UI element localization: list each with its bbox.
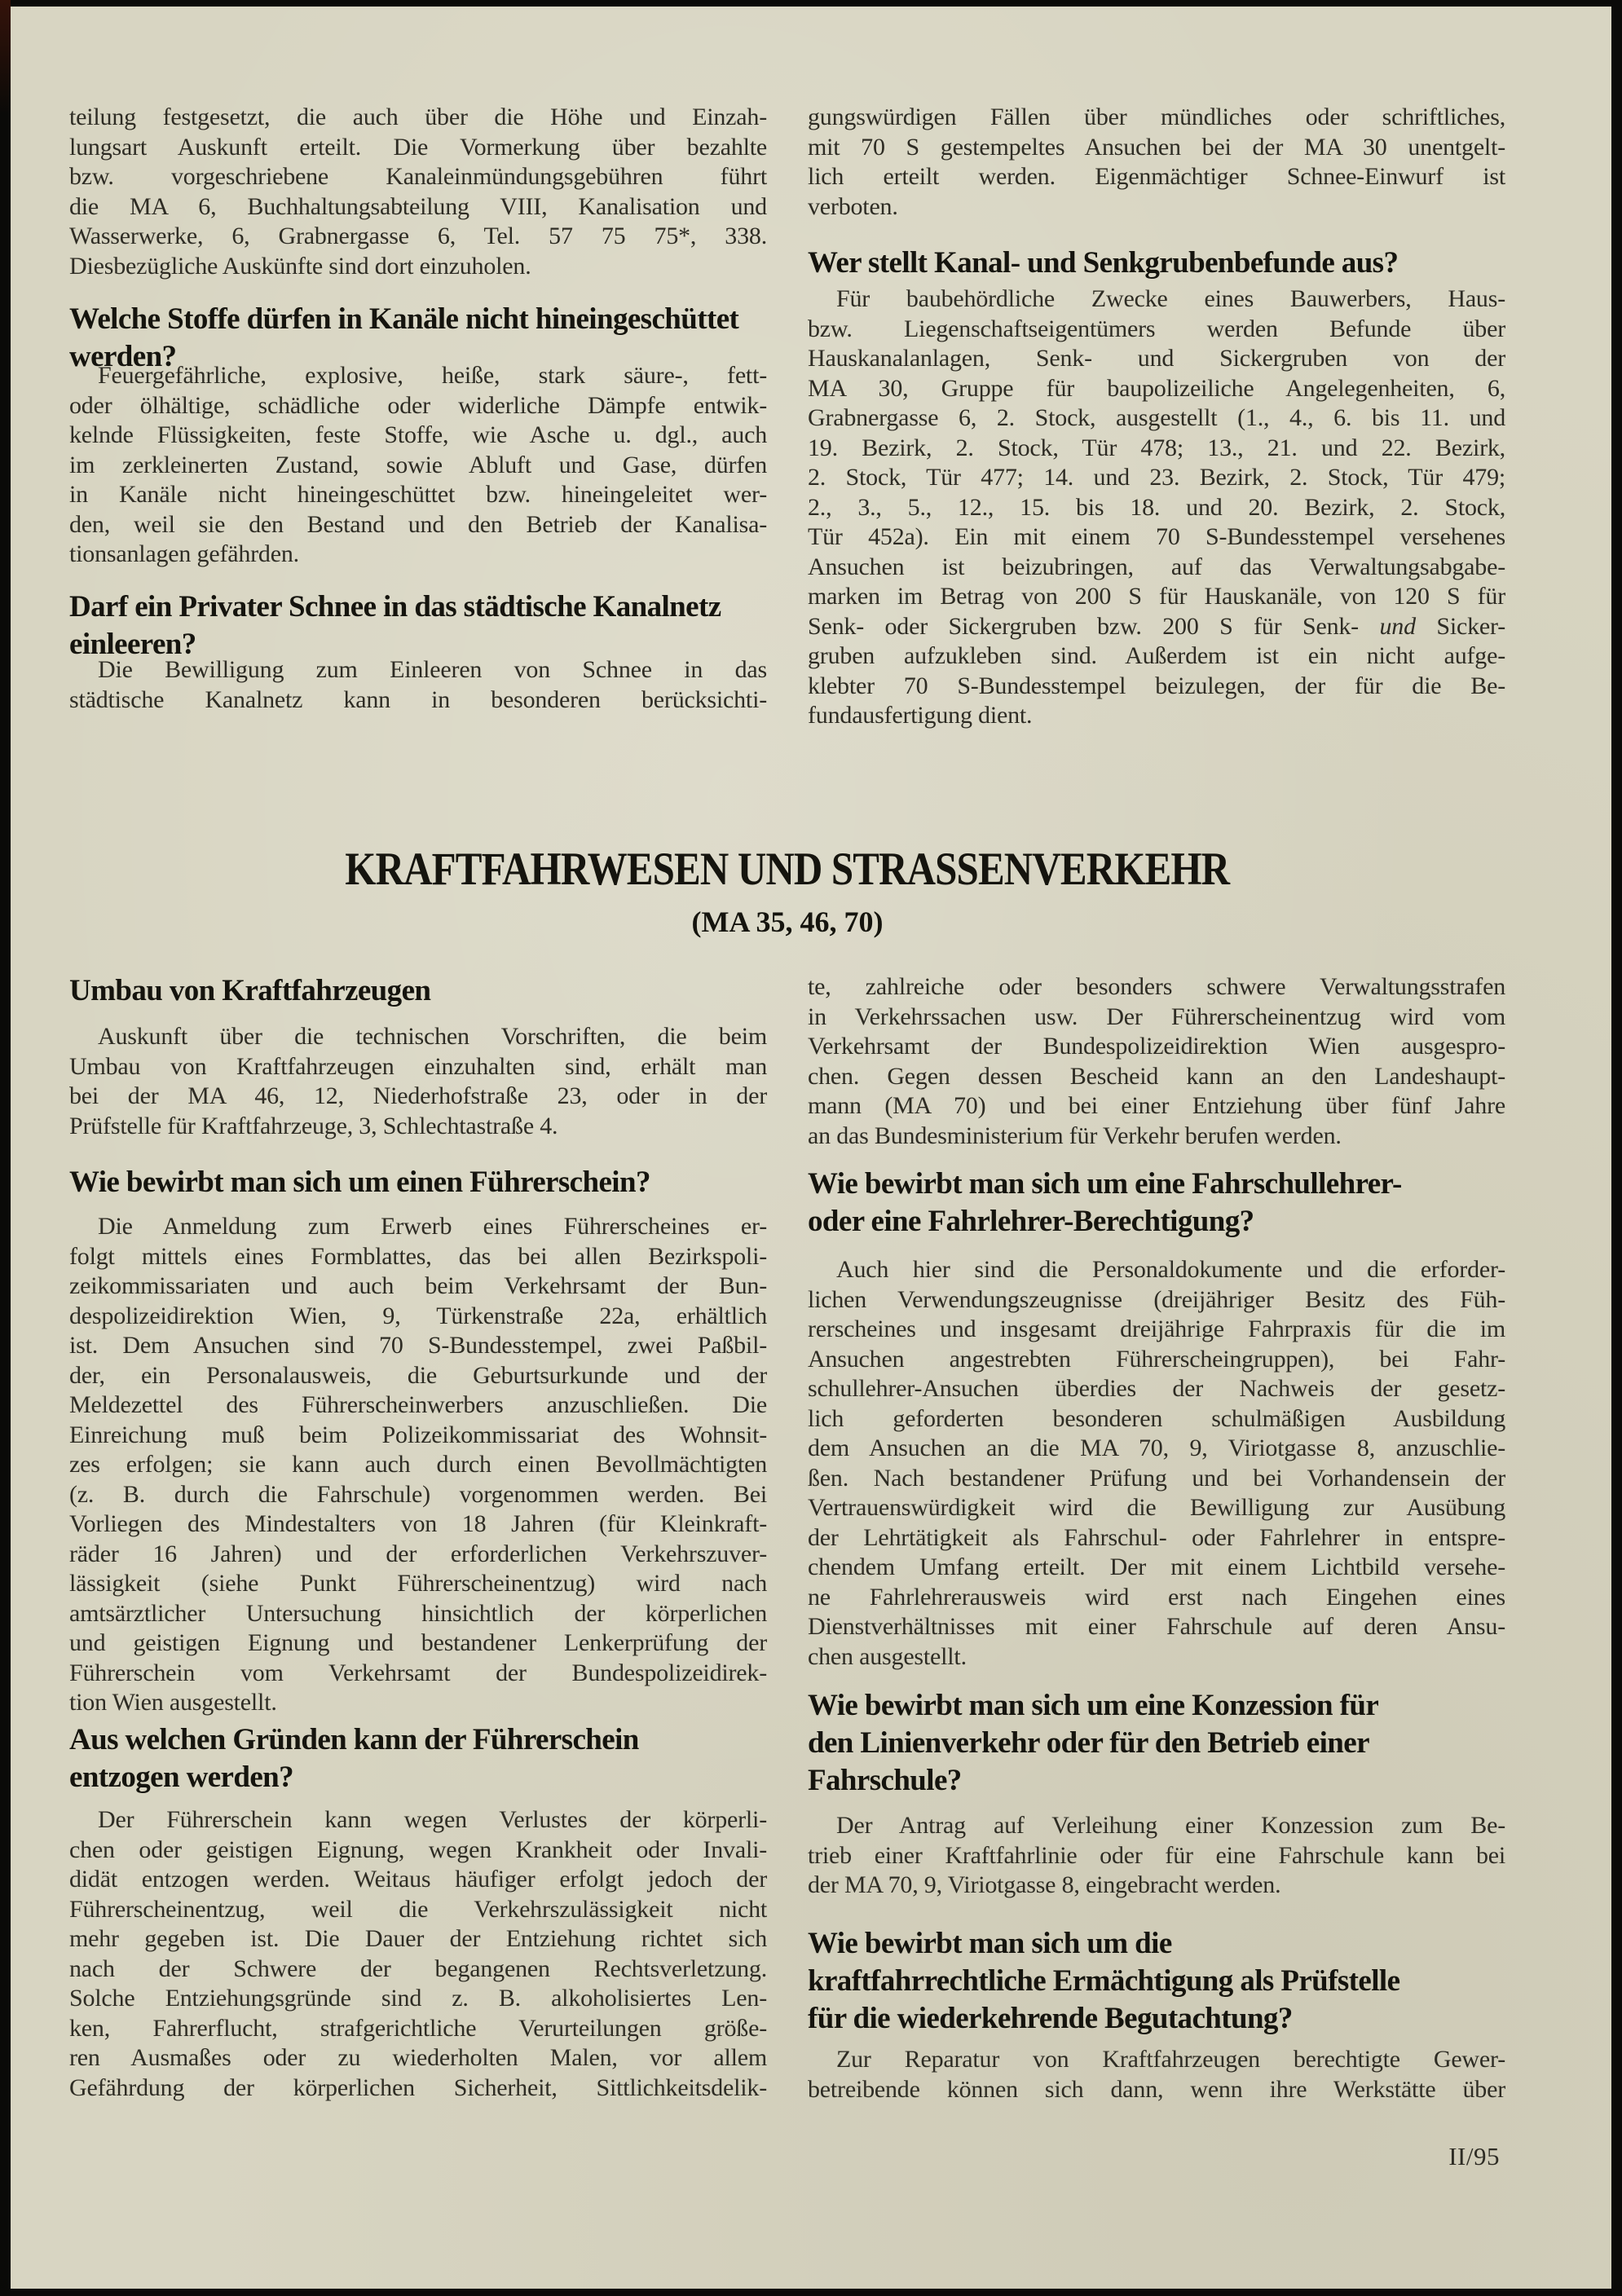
text-line: rerscheines und insgesamt dreijährige Fahrpraxis für die im [808, 1315, 1505, 1342]
text-line: Prüfstelle für Kraftfahrzeuge, 3, Schlechtastraße 4. [69, 1112, 558, 1139]
text-line: in Verkehrssachen usw. Der Führerscheinentzug wird vom [808, 1003, 1505, 1030]
text-line: tionsanlagen gefährden. [69, 540, 299, 567]
text-line: lichen Verwendungszeugnisse (dreijähriger Besitz des Füh- [808, 1285, 1505, 1313]
left-column [69, 0, 767, 2296]
text-line: ren Ausmaßes oder zu wiederholten Malen, vor allem [69, 2044, 767, 2071]
text-line: einleeren? [69, 628, 196, 661]
text-line: ne Fahrlehrerausweis wird erst nach Eingehen eines [808, 1583, 1505, 1611]
text-line: Gefährdung der körperlichen Sicherheit, Sittlichkeitsdelik- [69, 2073, 767, 2101]
section-heading [808, 245, 1505, 282]
text-line: Wer stellt Kanal- und Senkgrubenbefunde aus? [808, 246, 1399, 280]
text-line: der MA 70, 9, Viriotgasse 8, eingebracht werden. [808, 1871, 1281, 1898]
text-line: Diesbezügliche Auskünfte sind dort einzuholen. [69, 252, 531, 280]
text-line: Vorliegen des Mindestalters von 18 Jahren (für Kleinkraft- [69, 1510, 767, 1537]
text-line: te, zahlreiche oder besonders schwere Verwaltungsstrafen [808, 973, 1505, 1000]
text-line: oder eine Fahrlehrer-Berechtigung? [808, 1205, 1254, 1238]
text-line: Auskunft über die technischen Vorschriften, die beim [98, 1023, 767, 1050]
text-line: und geistigen Eignung und bestandener Lenkerprüfung der [69, 1629, 767, 1656]
text-line: Der Führerschein kann wegen Verlustes der körperli- [98, 1806, 767, 1833]
text-line: Tür 452a). Ein mit einem 70 S-Bundesstempel versehenes [808, 523, 1505, 550]
text-line: gungswürdigen Fällen über mündliches oder schriftliches, [808, 104, 1505, 130]
section-heading [69, 1164, 767, 1201]
text-line: Vertrauenswürdigkeit wird die Bewilligung zur Ausübung [808, 1494, 1505, 1521]
text-line: teilung festgesetzt, die auch über die Höhe und Einzah- [69, 104, 767, 130]
text-line: Wie bewirbt man sich um eine Fahrschullehrer- [808, 1167, 1402, 1201]
text-line: Ansuchen angestrebten Führerscheingruppen), bei Fahr- [808, 1345, 1505, 1373]
text-line: Wasserwerke, 6, Grabnergasse 6, Tel. 57 75 75*, 338. [69, 223, 767, 249]
body-paragraph [808, 284, 1505, 731]
body-paragraph [808, 1255, 1505, 1672]
body-paragraph [69, 103, 767, 281]
text-line: Dienstverhältnisses mit einer Fahrschule auf deren Ansu- [808, 1613, 1505, 1640]
section-heading [808, 1925, 1505, 2038]
text-line: Die Bewilligung zum Einleeren von Schnee in das [98, 656, 767, 683]
text-line: Aus welchen Gründen kann der Führerschein [69, 1723, 639, 1756]
page-number: II/95 [1448, 2142, 1500, 2170]
text-line: Solche Entziehungsgründe sind z. B. alkoholisiertes Len- [69, 1985, 767, 2012]
text-line: 2., 3., 5., 12., 15. bis 18. und 20. Bezirk, 2. Stock, [808, 493, 1505, 521]
section-heading [69, 588, 767, 663]
body-paragraph [69, 361, 767, 570]
section-heading [808, 1687, 1505, 1800]
text-line: amtsärztlicher Untersuchung hinsichtlich der körperlichen [69, 1599, 767, 1627]
text-line: Einreichung muß beim Polizeikommissariat des Wohnsit- [69, 1421, 767, 1448]
text-line: in Kanäle nicht hineingeschüttet bzw. hineingeleitet wer- [69, 481, 767, 508]
section-heading [69, 972, 767, 1010]
text-line: bzw. vorgeschriebene Kanaleinmündungsgebühren führt [69, 163, 767, 190]
text-line: zes erfolgen; sie kann auch durch einen Bevollmächtigten [69, 1451, 767, 1478]
text-line: an das Bundesministerium für Verkehr berufen werden. [808, 1122, 1342, 1149]
scan-border-right [1611, 0, 1622, 2296]
text-line: Hauskanalanlagen, Senk- und Sickergruben von der [808, 345, 1505, 372]
text-line: Meldezettel des Führerscheinwerbers anzuschließen. Die [69, 1391, 767, 1418]
text-line: Welche Stoffe dürfen in Kanäle nicht hineingeschüttet [69, 302, 739, 336]
text-line: städtische Kanalnetz kann in besonderen berücksichti- [69, 685, 767, 713]
section-heading [69, 1721, 767, 1796]
text-line: Wie bewirbt man sich um eine Konzession für [808, 1689, 1379, 1722]
text-line: trieb einer Kraftfahrlinie oder für eine Fahrschule kann bei [808, 1841, 1505, 1869]
text-line: despolizeidirektion Wien, 9, Türkenstraße 22a, erhältlich [69, 1302, 767, 1329]
text-line: Wie bewirbt man sich um einen Führerschein? [69, 1166, 650, 1199]
text-line: folgt mittels eines Formblattes, das bei allen Bezirkspoli- [69, 1242, 767, 1270]
text-line: chen oder geistigen Eignung, wegen Krankheit oder Invali- [69, 1835, 767, 1863]
text-line: bei der MA 46, 12, Niederhofstraße 23, oder in der [69, 1082, 767, 1109]
text-line: (z. B. durch die Fahrschule) vorgenommen werden. Bei [69, 1480, 767, 1508]
text-line: Zur Reparatur von Kraftfahrzeugen berechtigte Gewer- [836, 2046, 1505, 2073]
text-line: schullehrer-Ansuchen überdies der Nachweis der gesetz- [808, 1375, 1505, 1402]
text-line: Führerscheinentzug, weil die Verkehrszulässigkeit nicht [69, 1895, 767, 1923]
text-line: zeikommissariaten und auch beim Verkehrsamt der Bun- [69, 1272, 767, 1299]
text-line: gruben aufzukleben sind. Außerdem ist ein nicht aufge- [808, 642, 1505, 669]
text-line: mit 70 S gestempeltes Ansuchen bei der MA 30 unentgelt- [808, 133, 1505, 161]
text-line: Umbau von Kraftfahrzeugen einzuhalten sind, erhält man [69, 1052, 767, 1080]
text-line: lich erteilt werden. Eigenmächtiger Schnee-Einwurf ist [808, 163, 1505, 190]
text-line: Für baubehördliche Zwecke eines Bauwerbers, Haus- [836, 285, 1505, 312]
text-line: bzw. Liegenschaftseigentümers werden Befunde über [808, 315, 1505, 342]
text-line: den, weil sie den Bestand und den Betrieb der Kanalisa- [69, 510, 767, 538]
body-paragraph [69, 655, 767, 715]
body-paragraph [808, 1811, 1505, 1901]
text-line: kraftfahrrechtliche Ermächtigung als Prüfstelle [808, 1964, 1400, 1998]
text-line: Verkehrsamt der Bundespolizeidirektion Wien ausgespro- [808, 1033, 1505, 1060]
text-line: Feuergefährliche, explosive, heiße, stark säure-, fett- [98, 362, 767, 389]
text-line: ßen. Nach bestandener Prüfung und bei Vorhandensein der [808, 1464, 1505, 1492]
text-line: Auch hier sind die Personaldokumente und die erforder- [836, 1256, 1505, 1283]
text-line: werden? [69, 340, 177, 373]
text-line: der Lehrtätigkeit als Fahrschul- oder Fahrlehrer in entspre- [808, 1523, 1505, 1551]
body-paragraph [69, 1022, 767, 1141]
text-line: betreibende können sich dann, wenn ihre Werkstätte über [808, 2075, 1505, 2103]
text-line: kelnde Flüssigkeiten, feste Stoffe, wie Asche u. dgl., auch [69, 421, 767, 448]
text-line: ken, Fahrerflucht, strafgerichtliche Verurteilungen größe- [69, 2014, 767, 2042]
body-paragraph [808, 103, 1505, 222]
text-line: die MA 6, Buchhaltungsabteilung VIII, Kanalisation und [69, 192, 767, 220]
text-line: räder 16 Jahren) und der erforderlichen Verkehrszuver- [69, 1540, 767, 1567]
text-line: für die wiederkehrende Begutachtung? [808, 2002, 1293, 2035]
text-line: fundausfertigung dient. [808, 702, 1033, 729]
chapter-title: KRAFTFAHRWESEN UND STRASSENVERKEHR [345, 844, 1230, 895]
chapter-title-wrap [69, 843, 1505, 896]
text-line: chen ausgestellt. [808, 1642, 967, 1670]
text-line: Der Antrag auf Verleihung einer Konzession zum Be- [836, 1812, 1505, 1839]
text-line: lich geforderten besonderen schulmäßigen Ausbildung [808, 1404, 1505, 1432]
text-line: oder ölhältige, schädliche oder widerliche Dämpfe entwik- [69, 391, 767, 419]
text-line: lässigkeit (siehe Punkt Führerscheinentzug) wird nach [69, 1570, 767, 1597]
text-line: ist. Dem Ansuchen sind 70 S-Bundesstempel, zwei Paßbil- [69, 1332, 767, 1359]
text-line: 2. Stock, Tür 477; 14. und 23. Bezirk, 2. Stock, Tür 479; [808, 464, 1505, 491]
text-line: chen. Gegen dessen Bescheid kann an den Landeshaupt- [808, 1062, 1505, 1090]
text-line: MA 30, Gruppe für baupolizeiliche Angelegenheiten, 6, [808, 374, 1505, 402]
body-paragraph [808, 2045, 1505, 2104]
text-line: Führerschein vom Verkehrsamt der Bundespolizeidirek- [69, 1659, 767, 1686]
text-line: Die Anmeldung zum Erwerb eines Führerscheines er- [98, 1213, 767, 1240]
text-line: Wie bewirbt man sich um die [808, 1927, 1172, 1960]
text-line: Fahrschule? [808, 1764, 962, 1797]
text-line: Grabnergasse 6, 2. Stock, ausgestellt (1., 4., 6. bis 11. und [808, 404, 1505, 431]
body-paragraph [69, 1805, 767, 2103]
text-line: 19. Bezirk, 2. Stock, Tür 478; 13., 21. und 22. Bezirk, [808, 434, 1505, 461]
text-line: lungsart Auskunft erteilt. Die Vormerkung über bezahlte [69, 133, 767, 161]
text-line: didät entzogen werden. Weitaus häufiger erfolgt jedoch der [69, 1866, 767, 1893]
text-line: dem Ansuchen an die MA 70, 9, Viriotgasse 8, anzuschlie- [808, 1434, 1505, 1461]
body-paragraph [808, 972, 1505, 1151]
text-line: entzogen werden? [69, 1761, 294, 1794]
body-paragraph [69, 1212, 767, 1718]
text-line: Umbau von Kraftfahrzeugen [69, 974, 431, 1007]
text-line: klebter 70 S-Bundesstempel beizulegen, der für die Be- [808, 672, 1505, 699]
text-line: chendem Umfang erteilt. Der mit einem Lichtbild versehe- [808, 1553, 1505, 1580]
right-column [808, 0, 1505, 2296]
text-line: der, ein Personalausweis, die Geburtsurkunde und der [69, 1361, 767, 1389]
text-line: den Linienverkehr oder für den Betrieb einer [808, 1726, 1369, 1760]
text-line: Ansuchen ist beizubringen, auf das Verwaltungsabgabe- [808, 553, 1505, 580]
text-line: verboten. [808, 192, 898, 220]
chapter-subtitle: (MA 35, 46, 70) [691, 906, 884, 938]
scan-border-left [0, 0, 11, 2296]
text-line: mann (MA 70) und bei einer Entziehung über fünf Jahre [808, 1092, 1505, 1119]
text-line: mehr gegeben ist. Die Dauer der Entziehung richtet sich [69, 1925, 767, 1952]
text-line: Senk- oder Sickergruben bzw. 200 S für Senk- und Sicker- [808, 612, 1506, 640]
text-line: im zerkleinerten Zustand, sowie Abluft und Gase, dürfen [69, 451, 767, 478]
text-line: tion Wien ausgestellt. [69, 1689, 277, 1716]
section-heading [808, 1166, 1505, 1241]
text-line: marken im Betrag von 200 S für Hauskanäle, von 120 S für [808, 583, 1505, 610]
text-line: Darf ein Privater Schnee in das städtische Kanalnetz [69, 590, 721, 624]
text-line: nach der Schwere der begangenen Rechtsverletzung. [69, 1954, 767, 1982]
